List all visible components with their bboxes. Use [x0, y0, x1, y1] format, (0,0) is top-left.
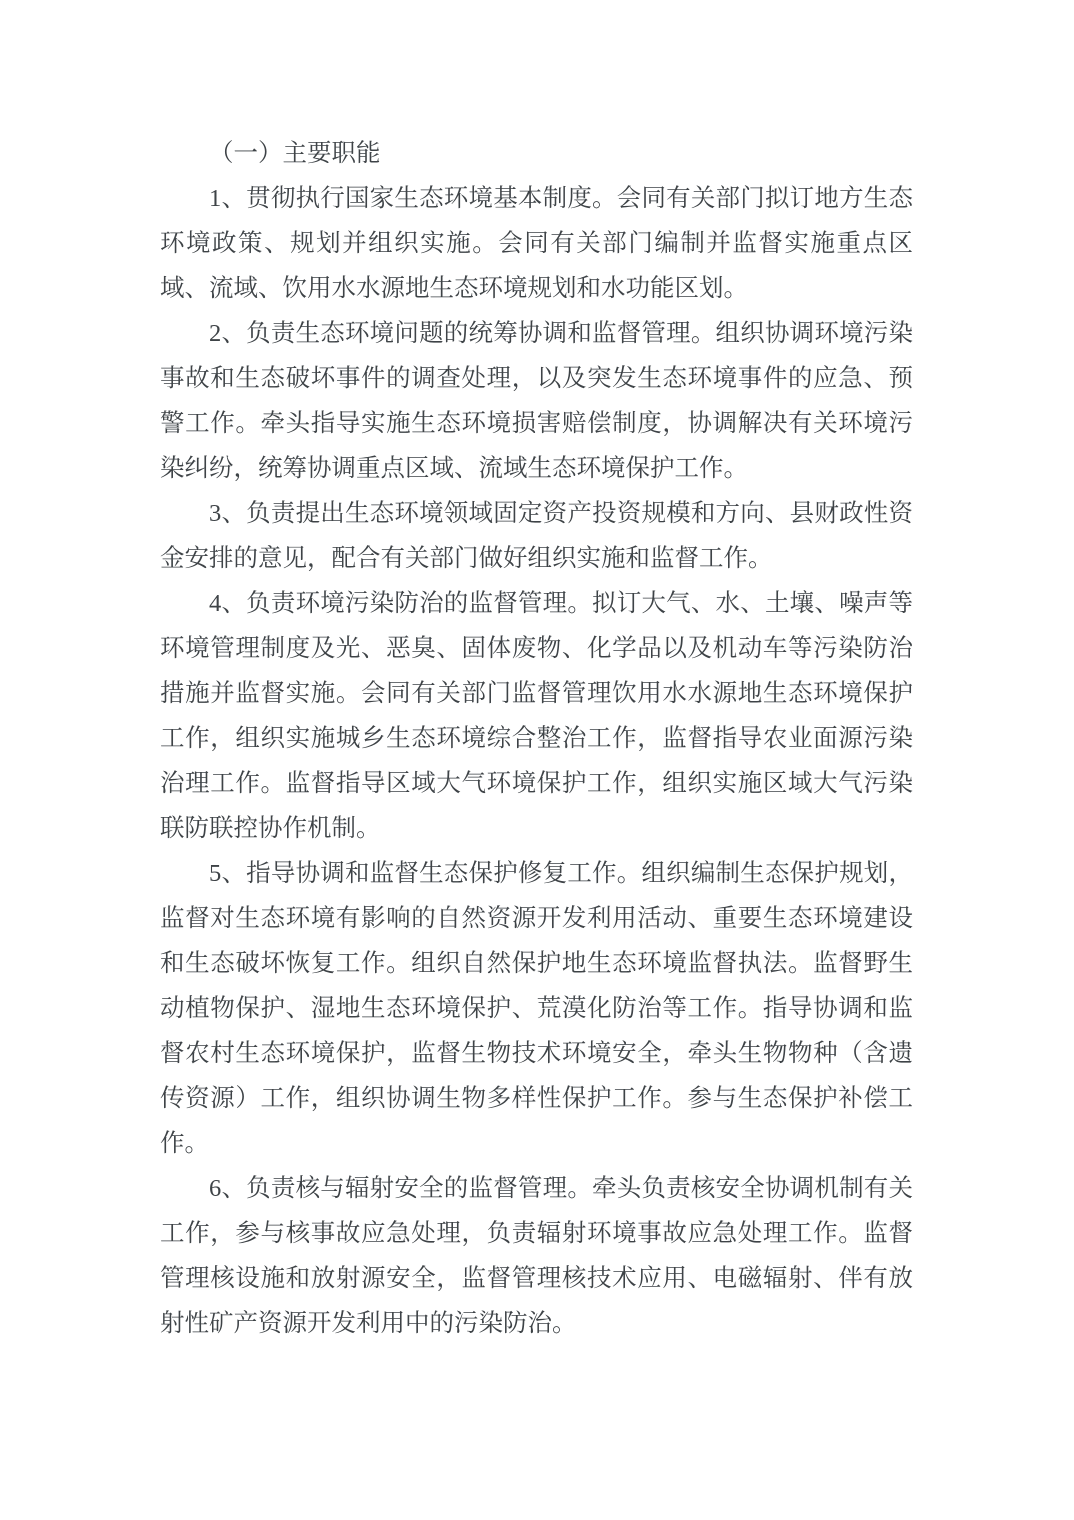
paragraph-3-investment-opinions: 3、负责提出生态环境领域固定资产投资规模和方向、县财政性资金安排的意见，配合有关部门做好组织实施和监督工作。 [160, 500, 913, 572]
paragraph-1-basic-systems: 1、贯彻执行国家生态环境基本制度。会同有关部门拟订地方生态环境政策、规划并组织实施。会同有关部门编制并监督实施重点区域、流域、饮用水水源地生态环境规划和水功能区划。 [160, 185, 913, 302]
paragraph-2-coordination-supervision: 2、负责生态环境问题的统筹协调和监督管理。组织协调环境污染事故和生态破坏事件的调查处理，以及突发生态环境事件的应急、预警工作。牵头指导实施生态环境损害赔偿制度，协调解决有关环境污染纠纷，统筹协调重点区域、流域生态环境保护工作。 [160, 320, 913, 482]
paragraph-6-nuclear-radiation-safety: 6、负责核与辐射安全的监督管理。牵头负责核安全协调机制有关工作，参与核事故应急处理，负责辐射环境事故应急处理工作。监督管理核设施和放射源安全，监督管理核技术应用、电磁辐射、伴有放射性矿产资源开发利用中的污染防治。 [160, 1175, 913, 1337]
paragraph-4-pollution-prevention: 4、负责环境污染防治的监督管理。拟订大气、水、土壤、噪声等环境管理制度及光、恶臭、固体废物、化学品以及机动车等污染防治措施并监督实施。会同有关部门监督管理饮用水水源地生态环境保护工作，组织实施城乡生态环境综合整治工作，监督指导农业面源污染治理工作。监督指导区域大气环境保护工作，组织实施区域大气污染联防联控协作机制。 [160, 590, 913, 842]
paragraph-5-ecological-protection: 5、指导协调和监督生态保护修复工作。组织编制生态保护规划，监督对生态环境有影响的自然资源开发利用活动、重要生态环境建设和生态破坏恢复工作。组织自然保护地生态环境监督执法。监督野生动植物保护、湿地生态环境保护、荒漠化防治等工作。指导协调和监督农村生态环境保护，监督生物技术环境安全，牵头生物物种（含遗传资源）工作，组织协调生物多样性保护工作。参与生态保护补偿工作。 [160, 860, 913, 1157]
section-heading: （一）主要职能 [209, 140, 381, 167]
